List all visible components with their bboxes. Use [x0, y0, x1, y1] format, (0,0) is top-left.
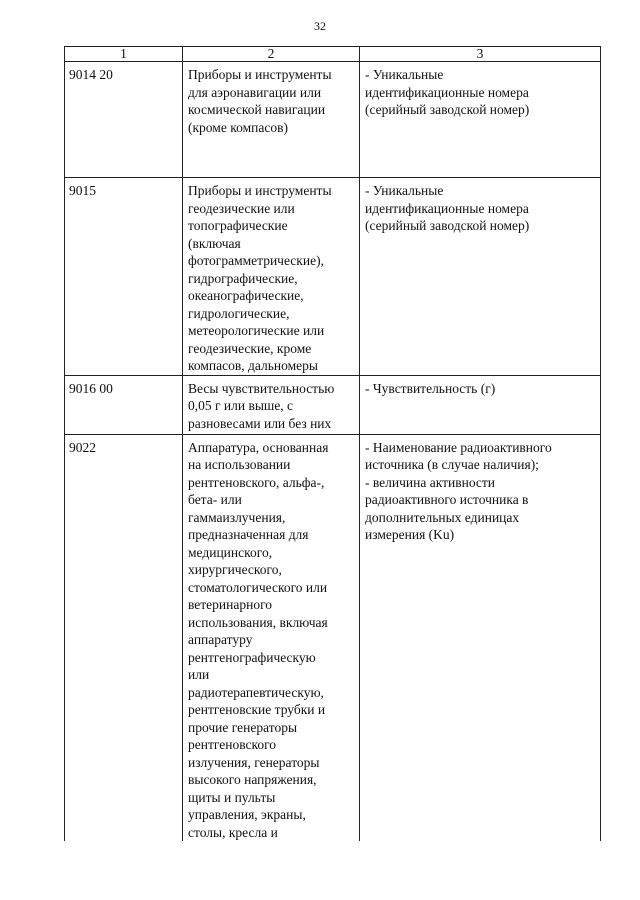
description-line: медицинского, [188, 544, 273, 560]
page-number: 32 [314, 19, 326, 33]
table-row [65, 375, 601, 434]
description-line: хирургического, [188, 562, 282, 577]
description-line: 0,05 г или выше, с [188, 398, 294, 413]
description-line: (кроме компасов) [188, 119, 288, 135]
description-line: Аппаратура, основанная [188, 439, 329, 455]
attribute-line: измерения (Ku) [365, 527, 455, 542]
attribute-line: (серийный заводской номер) [365, 102, 530, 117]
description-line: гаммаизлучения, [188, 509, 286, 525]
description-line: стоматологического или [188, 579, 328, 595]
description-line: рентгеновского, альфа-, [188, 474, 325, 490]
description-line: разновесами или без них [188, 415, 332, 431]
attribute-line: - величина активности [365, 474, 496, 490]
attributes-cell [360, 375, 601, 434]
description-line: компасов, дальномеры [188, 358, 318, 373]
attribute-line: идентификационные номера [365, 84, 529, 100]
description-line: бета- или [188, 492, 242, 507]
attributes-cell [360, 434, 601, 841]
description-line: прочие генераторы [188, 719, 298, 735]
column-header-2: 2 [183, 47, 360, 62]
description-cell [183, 62, 360, 178]
code-text: 9015 [69, 183, 96, 198]
description-line: щиты и пульты [188, 789, 276, 805]
table-header-row [65, 47, 601, 62]
classification-table [64, 46, 601, 841]
description-line: столы, кресла и [188, 824, 278, 840]
table-row [65, 178, 601, 376]
attribute-line: - Чувствительность (г) [365, 380, 496, 396]
attributes-cell [360, 178, 601, 376]
description-line: ветеринарного [188, 597, 273, 612]
description-cell [183, 434, 360, 841]
description-line: высокого напряжения, [188, 772, 317, 787]
description-line: гидрологические, [188, 305, 290, 321]
description-line: океанографические, [188, 288, 304, 303]
attribute-line: - Наименование радиоактивного [365, 439, 552, 455]
description-line: излучения, генераторы [188, 754, 320, 770]
description-line: Приборы и инструменты [188, 183, 332, 198]
description-line: для аэронавигации или [188, 84, 322, 100]
description-line: на использовании [188, 457, 291, 472]
description-line: гидрографические, [188, 270, 298, 286]
description-line: метеорологические или [188, 323, 325, 338]
description-line: предназначенная для [188, 527, 309, 542]
description-line: рентгенографическую [188, 649, 316, 665]
table-row [65, 434, 601, 841]
code-cell [65, 178, 183, 376]
description-cell [183, 375, 360, 434]
code-text: 9016 00 [69, 380, 113, 396]
code-cell [65, 434, 183, 841]
description-line: Приборы и инструменты [188, 67, 332, 82]
column-header-3: 3 [360, 47, 601, 62]
description-line: использования, включая [188, 614, 328, 630]
attribute-line: - Уникальные [365, 183, 444, 198]
description-line: фотограмметрические), [188, 253, 324, 268]
description-cell [183, 178, 360, 376]
attribute-line: - Уникальные [365, 67, 444, 82]
description-line: (включая [188, 235, 241, 251]
attributes-cell [360, 62, 601, 178]
description-line: аппаратуру [188, 632, 253, 647]
attribute-line: идентификационные номера [365, 200, 529, 216]
description-line: геодезические, кроме [188, 340, 312, 356]
attribute-line: дополнительных единицах [365, 509, 520, 525]
description-line: топографические [188, 218, 288, 233]
description-line: рентгеновского [188, 737, 277, 752]
code-cell [65, 62, 183, 178]
code-text: 9022 [69, 439, 96, 455]
attribute-line: радиоактивного источника в [365, 492, 529, 507]
description-line: космической навигации [188, 102, 326, 117]
attribute-line: (серийный заводской номер) [365, 218, 530, 233]
description-line: управления, экраны, [188, 807, 306, 822]
description-line: рентгеновские трубки и [188, 702, 326, 717]
code-text: 9014 20 [69, 67, 113, 82]
table-row [65, 62, 601, 178]
attribute-line: источника (в случае наличия); [365, 457, 539, 472]
description-line: геодезические или [188, 200, 295, 216]
column-header-1: 1 [65, 47, 183, 62]
description-line: или [188, 667, 210, 682]
description-line: Весы чувствительностью [188, 380, 335, 396]
code-cell [65, 375, 183, 434]
description-line: радиотерапевтическую, [188, 684, 324, 700]
